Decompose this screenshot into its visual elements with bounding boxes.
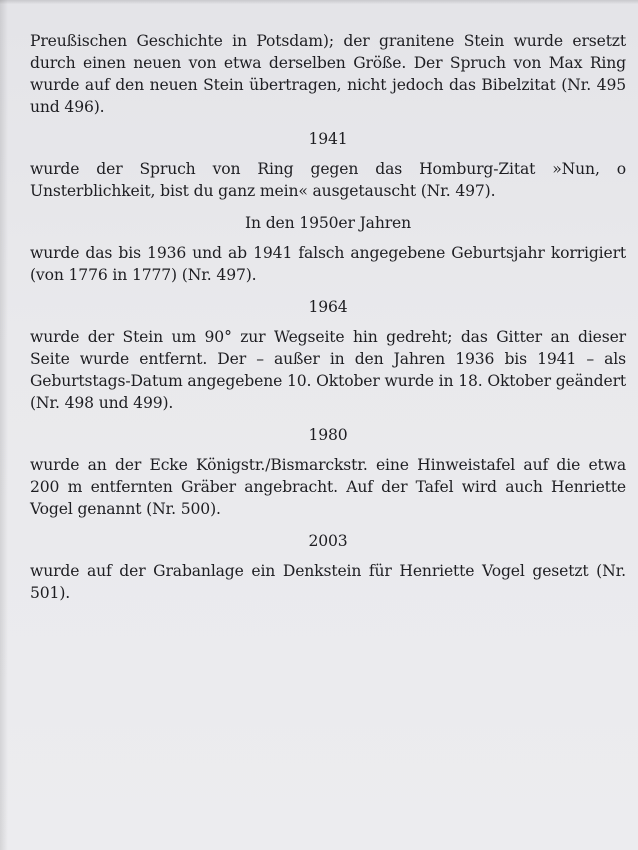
page-text-block: [30, 30, 626, 604]
year-heading-1964: 1964: [308, 298, 348, 316]
page-binding-shadow: [0, 0, 8, 850]
year-heading-1950s: In den 1950er Jahren: [244, 214, 411, 232]
paragraph-1980: wurde an der Ecke Königstr./Bismarckstr. eine Hinweistafel auf die etwa 200 m entfernten Gräber angebracht. Auf der Tafel wird auch Henriette Vogel genannt (Nr. 500).: [30, 456, 626, 518]
paragraph-1941: wurde der Spruch von Ring gegen das Homburg-Zitat »Nun, o Unsterblichkeit, bist du ganz mein« ausgetauscht (Nr. 497).: [30, 160, 626, 200]
year-heading-2003: 2003: [308, 532, 348, 550]
year-heading-1941: 1941: [308, 130, 348, 148]
page-top-edge: [0, 0, 638, 4]
paragraph-1950s: wurde das bis 1936 und ab 1941 falsch angegebene Geburtsjahr korrigiert (von 1776 in 1777) (Nr. 497).: [30, 244, 626, 284]
year-heading-1980: 1980: [308, 426, 348, 444]
paragraph-2003: wurde auf der Grabanlage ein Denkstein für Henriette Vogel gesetzt (Nr. 501).: [30, 562, 626, 602]
intro-paragraph: Preußischen Geschichte in Potsdam); der granitene Stein wurde ersetzt durch einen neuen von etwa derselben Größe. Der Spruch von Max Ring wurde auf den neuen Stein übertragen, nicht jedoch das Bibelzitat (Nr. 495 und 496).: [30, 32, 626, 116]
paragraph-1964: wurde der Stein um 90° zur Wegseite hin gedreht; das Gitter an dieser Seite wurde entfernt. Der – außer in den Jahren 1936 bis 1941 – als Geburtstags-Datum angegebene 10. Oktober wurde in 18. Oktober geändert (Nr. 498 und 499).: [30, 328, 626, 412]
